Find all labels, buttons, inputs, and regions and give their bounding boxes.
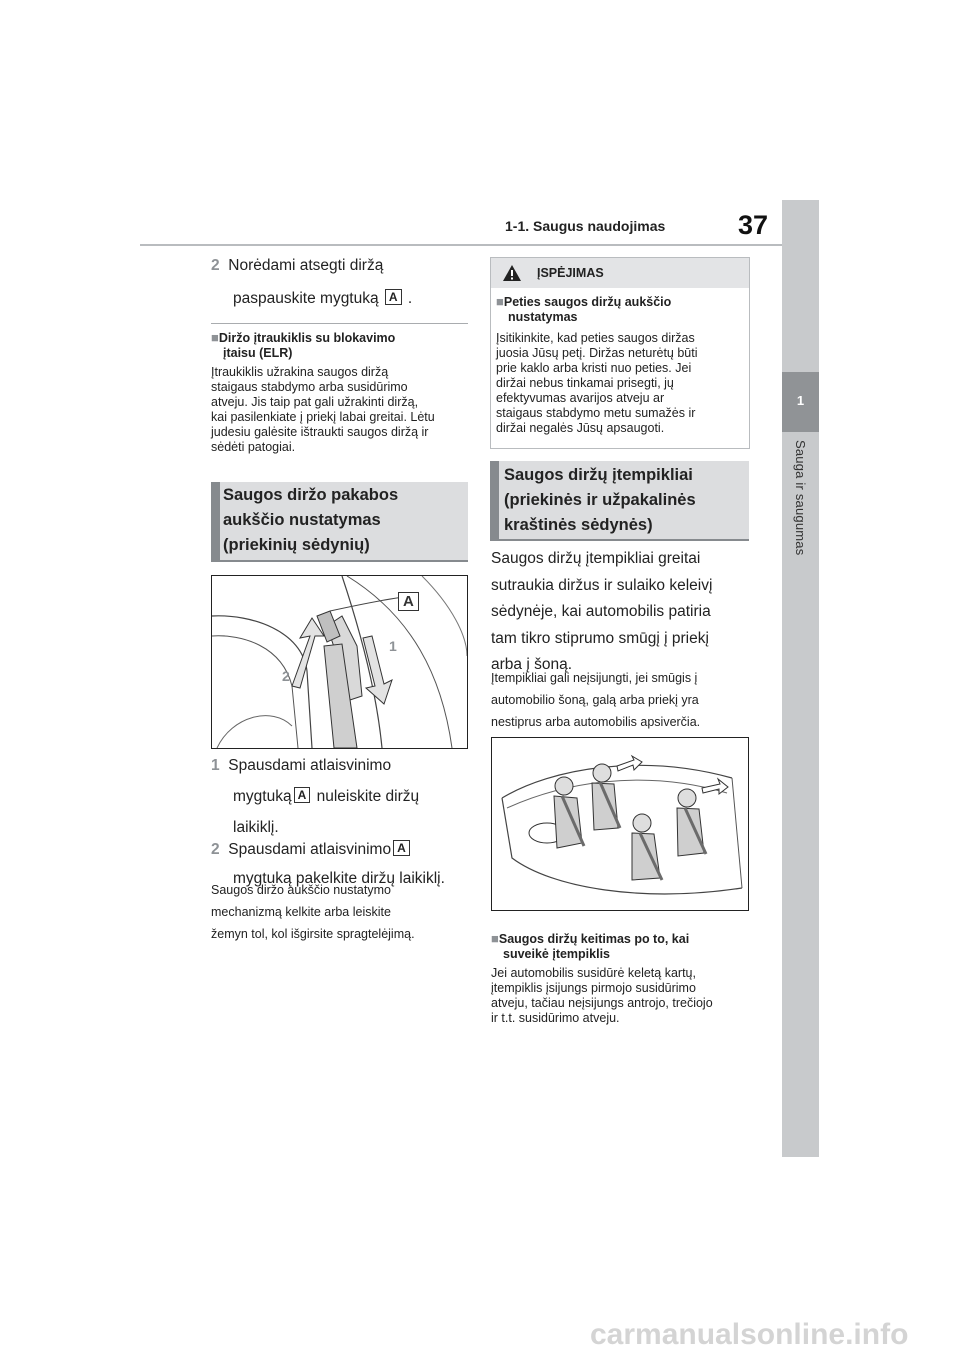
chapter-number: 1: [796, 393, 805, 408]
chapter-side-tab: [782, 200, 819, 1157]
square-bullet-icon: ■: [496, 294, 504, 309]
step-text: Norėdami atsegti diržą: [228, 257, 384, 274]
seatbelt-anchor-illustration: [211, 575, 468, 749]
step-unbuckle: 2 Norėdami atsegti diržą paspauskite mygtuką A .: [211, 257, 413, 307]
label-2: 2: [282, 668, 290, 684]
elr-heading: įtaisu (ELR): [223, 346, 293, 360]
height-note: Saugos diržo aukščio nustatymo mechanizmą kelkite arba leiskite žemyn tol, kol išgirsite spragtelėjimą.: [211, 883, 415, 941]
heading-box-pretensioners: Saugos diržų įtempikliai (priekinės ir užpakalinės kraštinės sėdynės): [490, 461, 749, 539]
square-bullet-icon: ■: [211, 330, 219, 345]
label-a: A: [398, 592, 419, 611]
page-number: 37: [738, 210, 769, 240]
warning-box: ĮSPĖJIMAS ■Peties saugos diržų aukščio nustatymas Įsitikinkite, kad peties saugos diržas juosia Jūsų petį. Diržas neturėtų būti prie kaklo arba kristi nuo peties. Jei diržai nebus tinkamai prisegti, jų efektyvumas avarijos atveju ar staigaus stabdymo metu sumažės ir diržai negalės Jūsų apsaugoti.: [490, 257, 750, 449]
step-number: 1: [211, 757, 220, 774]
replacement-heading: Saugos diržų keitimas po to, kai: [498, 932, 690, 946]
step-number: 2: [211, 841, 220, 858]
marker-a: A: [294, 787, 311, 803]
warning-header: [491, 258, 749, 288]
marker-a: A: [385, 289, 402, 305]
car-interior-illustration: [491, 737, 749, 911]
step-raise-anchor: 2 Spausdami atlaisvinimo A mygtuką pakelkite diržų laikiklį.: [211, 841, 445, 887]
warning-title: ĮSPĖJIMAS: [537, 266, 604, 280]
replacement-section: ■Saugos diržų keitimas po to, kai suveikė įtempiklis Jei automobilis susidūrė keletą kartų, įtempiklis įsijungs pirmojo susidūrimo atveju, tačiau neįsijungs antrojo, trečiojo ir t.t. susidūrimo atveju.: [491, 931, 713, 1025]
divider: [211, 323, 468, 324]
chapter-title: Sauga ir saugumas: [793, 440, 808, 556]
heading-box-height-adjust: Saugos diržo pakabos aukščio nustatymas (priekinių sėdynių): [211, 482, 468, 560]
marker-a: A: [393, 840, 410, 856]
pretensioner-note: Įtempikliai gali neįsijungti, jei smūgis į automobilio šoną, galą arba priekį yra nestiprus arba automobilis apsiverčia.: [491, 671, 701, 729]
anchor-drawing: [212, 576, 467, 748]
step-lower-anchor: 1 Spausdami atlaisvinimo mygtuką A nuleiskite diržų laikiklį.: [211, 757, 420, 836]
elr-heading: Diržo įtraukiklis su blokavimo: [218, 331, 396, 345]
chapter-title-vertical: [782, 440, 819, 640]
label-1: 1: [389, 638, 397, 654]
pretensioner-intro: Saugos diržų įtempikliai greitai sutraukia diržus ir sulaiko keleivį sėdynėje, kai automobilis patiria tam tikro stiprumo smūgį į priekį arba į šoną.: [491, 550, 713, 673]
warning-heading: Peties saugos diržų aukščio: [503, 295, 672, 309]
step-text: paspauskite mygtuką: [233, 290, 379, 307]
warning-triangle-icon: [502, 264, 522, 282]
section-title: 1-1. Saugus naudojimas: [505, 218, 666, 234]
header-rule: [140, 244, 782, 246]
step-number: 2: [211, 257, 220, 274]
square-bullet-icon: ■: [491, 931, 499, 946]
elr-section: ■Diržo įtraukiklis su blokavimo įtaisu (ELR) Įtraukiklis užrakina saugos diržą staigaus stabdymo arba susidūrimo atveju. Jis taip pat gali užrakinti diržą, kai pasilenkiate į priekį labai greitai. Lėtu judesiu galėsite ištraukti saugos diržą ir sėdėti patogiai.: [211, 330, 473, 455]
watermark: carmanualsonline.info: [590, 1318, 909, 1351]
car-interior-drawing: [492, 738, 748, 910]
